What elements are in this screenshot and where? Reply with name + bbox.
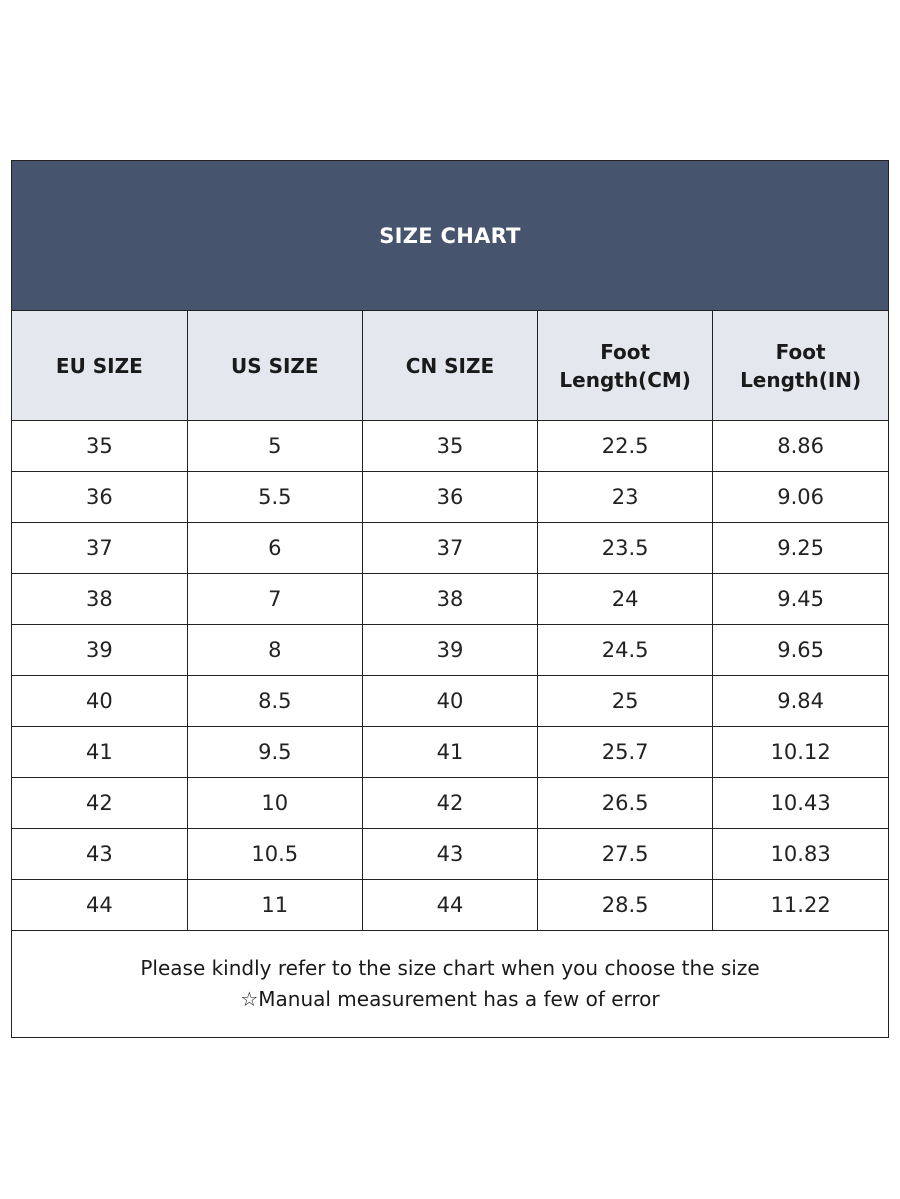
cell-cn-size: 41: [362, 727, 537, 778]
footnote: [12, 930, 888, 1037]
cell-eu-size: 44: [12, 880, 187, 931]
cell-foot-length-in: 9.65: [713, 625, 888, 676]
cell-us-size: 6: [187, 523, 362, 574]
table-row: [12, 523, 888, 574]
cell-eu-size: 39: [12, 625, 187, 676]
cell-cn-size: 35: [362, 421, 537, 472]
table-row: [12, 676, 888, 727]
cell-eu-size: 41: [12, 727, 187, 778]
cell-eu-size: 35: [12, 421, 187, 472]
cell-us-size: 5.5: [187, 472, 362, 523]
cell-foot-length-in: 9.06: [713, 472, 888, 523]
cell-us-size: 10: [187, 778, 362, 829]
cell-cn-size: 40: [362, 676, 537, 727]
cell-foot-length-cm: 24.5: [538, 625, 713, 676]
cell-foot-length-cm: 22.5: [538, 421, 713, 472]
cell-us-size: 9.5: [187, 727, 362, 778]
cell-foot-length-cm: 28.5: [538, 880, 713, 931]
cell-foot-length-cm: 25.7: [538, 727, 713, 778]
cell-foot-length-cm: 24: [538, 574, 713, 625]
cell-us-size: 8.5: [187, 676, 362, 727]
chart-title: SIZE CHART: [379, 223, 521, 248]
cell-foot-length-in: 10.83: [713, 829, 888, 880]
header-foot-length-in: Foot Length(IN): [713, 311, 888, 421]
cell-foot-length-in: 10.12: [713, 727, 888, 778]
table-row: [12, 625, 888, 676]
table-row: [12, 727, 888, 778]
cell-foot-length-in: 9.45: [713, 574, 888, 625]
cell-foot-length-cm: 23.5: [538, 523, 713, 574]
table-row: [12, 778, 888, 829]
cell-foot-length-in: 9.84: [713, 676, 888, 727]
cell-foot-length-in: 8.86: [713, 421, 888, 472]
table-row: [12, 472, 888, 523]
cell-us-size: 8: [187, 625, 362, 676]
cell-us-size: 5: [187, 421, 362, 472]
cell-cn-size: 38: [362, 574, 537, 625]
cell-foot-length-cm: 23: [538, 472, 713, 523]
cell-foot-length-in: 9.25: [713, 523, 888, 574]
size-table: [12, 311, 888, 931]
cell-cn-size: 36: [362, 472, 537, 523]
cell-us-size: 11: [187, 880, 362, 931]
cell-eu-size: 43: [12, 829, 187, 880]
cell-us-size: 7: [187, 574, 362, 625]
note-line-refer: Please kindly refer to the size chart when you choose the size: [140, 955, 760, 980]
cell-foot-length-cm: 25: [538, 676, 713, 727]
cell-cn-size: 37: [362, 523, 537, 574]
cell-cn-size: 42: [362, 778, 537, 829]
cell-eu-size: 38: [12, 574, 187, 625]
header-foot-length-cm: Foot Length(CM): [538, 311, 713, 421]
cell-cn-size: 43: [362, 829, 537, 880]
table-row: [12, 574, 888, 625]
size-chart: [11, 160, 889, 1038]
header-cn-size: CN SIZE: [362, 311, 537, 421]
cell-eu-size: 42: [12, 778, 187, 829]
note-line-measurement: ☆Manual measurement has a few of error: [240, 986, 660, 1011]
cell-foot-length-in: 11.22: [713, 880, 888, 931]
cell-foot-length-cm: 27.5: [538, 829, 713, 880]
cell-eu-size: 40: [12, 676, 187, 727]
title-band: [12, 161, 888, 311]
cell-eu-size: 36: [12, 472, 187, 523]
header-eu-size: EU SIZE: [12, 311, 187, 421]
cell-eu-size: 37: [12, 523, 187, 574]
header-row: [12, 311, 888, 421]
table-row: [12, 880, 888, 931]
table-body: [12, 421, 888, 931]
cell-foot-length-cm: 26.5: [538, 778, 713, 829]
cell-us-size: 10.5: [187, 829, 362, 880]
header-us-size: US SIZE: [187, 311, 362, 421]
table-row: [12, 829, 888, 880]
cell-foot-length-in: 10.43: [713, 778, 888, 829]
cell-cn-size: 39: [362, 625, 537, 676]
cell-cn-size: 44: [362, 880, 537, 931]
table-row: [12, 421, 888, 472]
